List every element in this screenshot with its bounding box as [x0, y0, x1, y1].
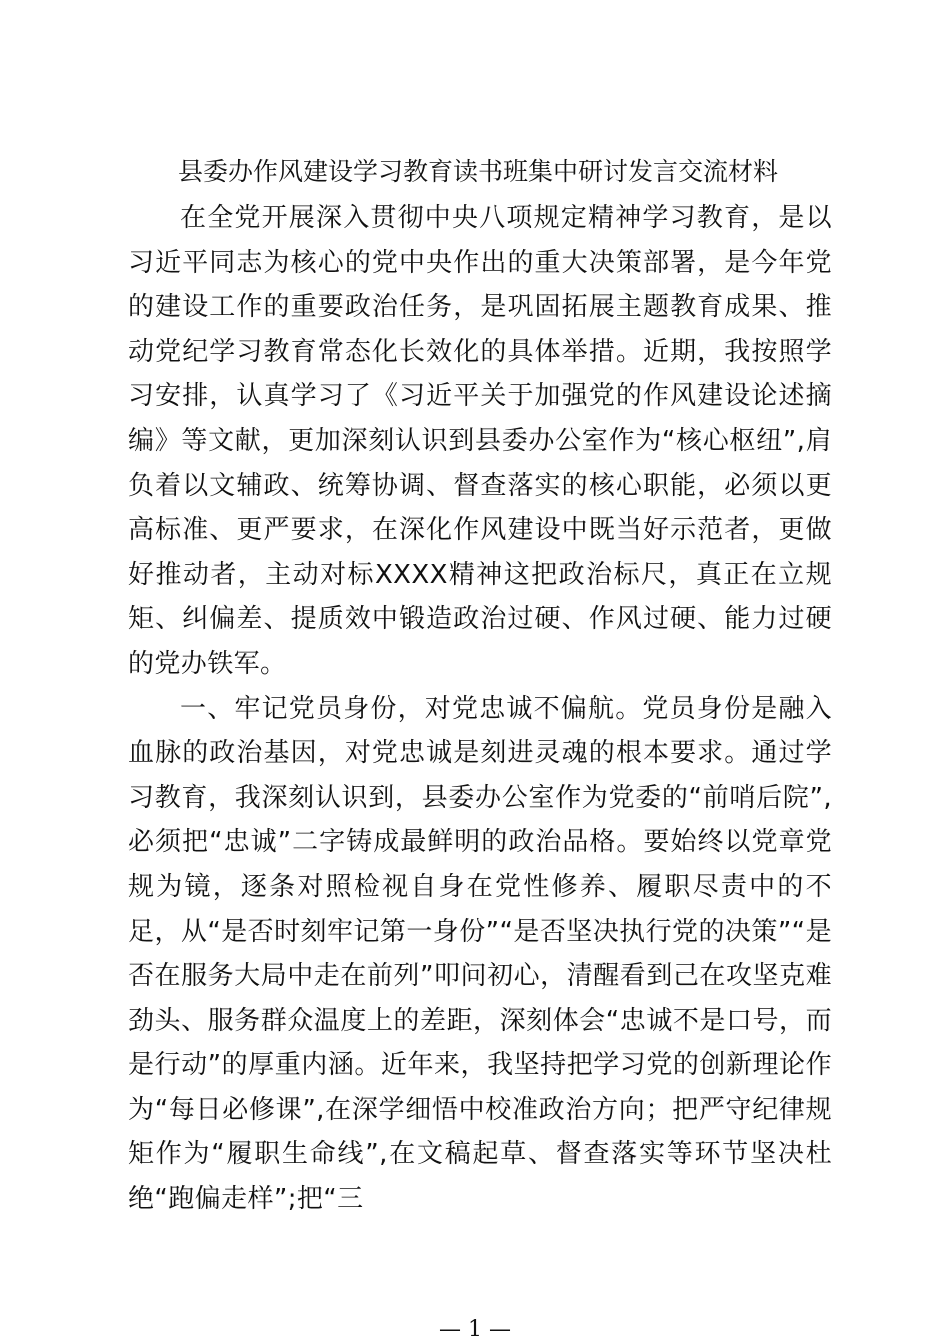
- document-title: 县委办作风建设学习教育读书班集中研讨发言交流材料: [177, 157, 778, 186]
- paragraph-section-one: 一、牢记党员身份，对党忠诚不偏航。党员身份是融入血脉的政治基因，对党忠诚是刻进灵魂的根本要求。通过学习教育，我深刻认识到，县委办公室作为党委的“前哨后院”,必须把“忠诚”二字铸成最鲜明的政治品格。要始终以党章党规为镜，逐条对照检视自身在党性修养、履职尽责中的不足，从“是否时刻牢记第一身份”“是否坚决执行党的决策”“是否在服务大局中走在前列”叩问初心，清醒看到己在攻坚克难劲头、服务群众温度上的差距，深刻体会“忠诚不是口号，而是行动”的厚重内涵。近年来，我坚持把学习党的创新理论作为“每日必修课”,在深学细悟中校准政治方向；把严守纪律规矩作为“履职生命线”,在文稿起草、督查落实等环节坚决杜绝“跑偏走样”;把“三: [128, 693, 832, 1215]
- paragraph-intro: 在全党开展深入贯彻中央八项规定精神学习教育，是以习近平同志为核心的党中央作出的重大决策部署，是今年党的建设工作的重要政治任务，是巩固拓展主题教育成果、推动党纪学习教育常态化长效化的具体举措。近期，我按照学习安排，认真学习了《习近平关于加强党的作风建设论述摘编》等文献，更加深刻认识到县委办公室作为“核心枢纽”,肩负着以文辅政、统筹协调、督查落实的核心职能，必须以更高标准、更严要求，在深化作风建设中既当好示范者，更做好推动者，主动对标XXXX精神这把政治标尺，真正在立规矩、纠偏差、提质效中锻造政治过硬、作风过硬、能力过硬的党办铁军。: [128, 203, 832, 679]
- document-body: [128, 196, 832, 1222]
- page-number: — 1 —: [439, 1317, 511, 1342]
